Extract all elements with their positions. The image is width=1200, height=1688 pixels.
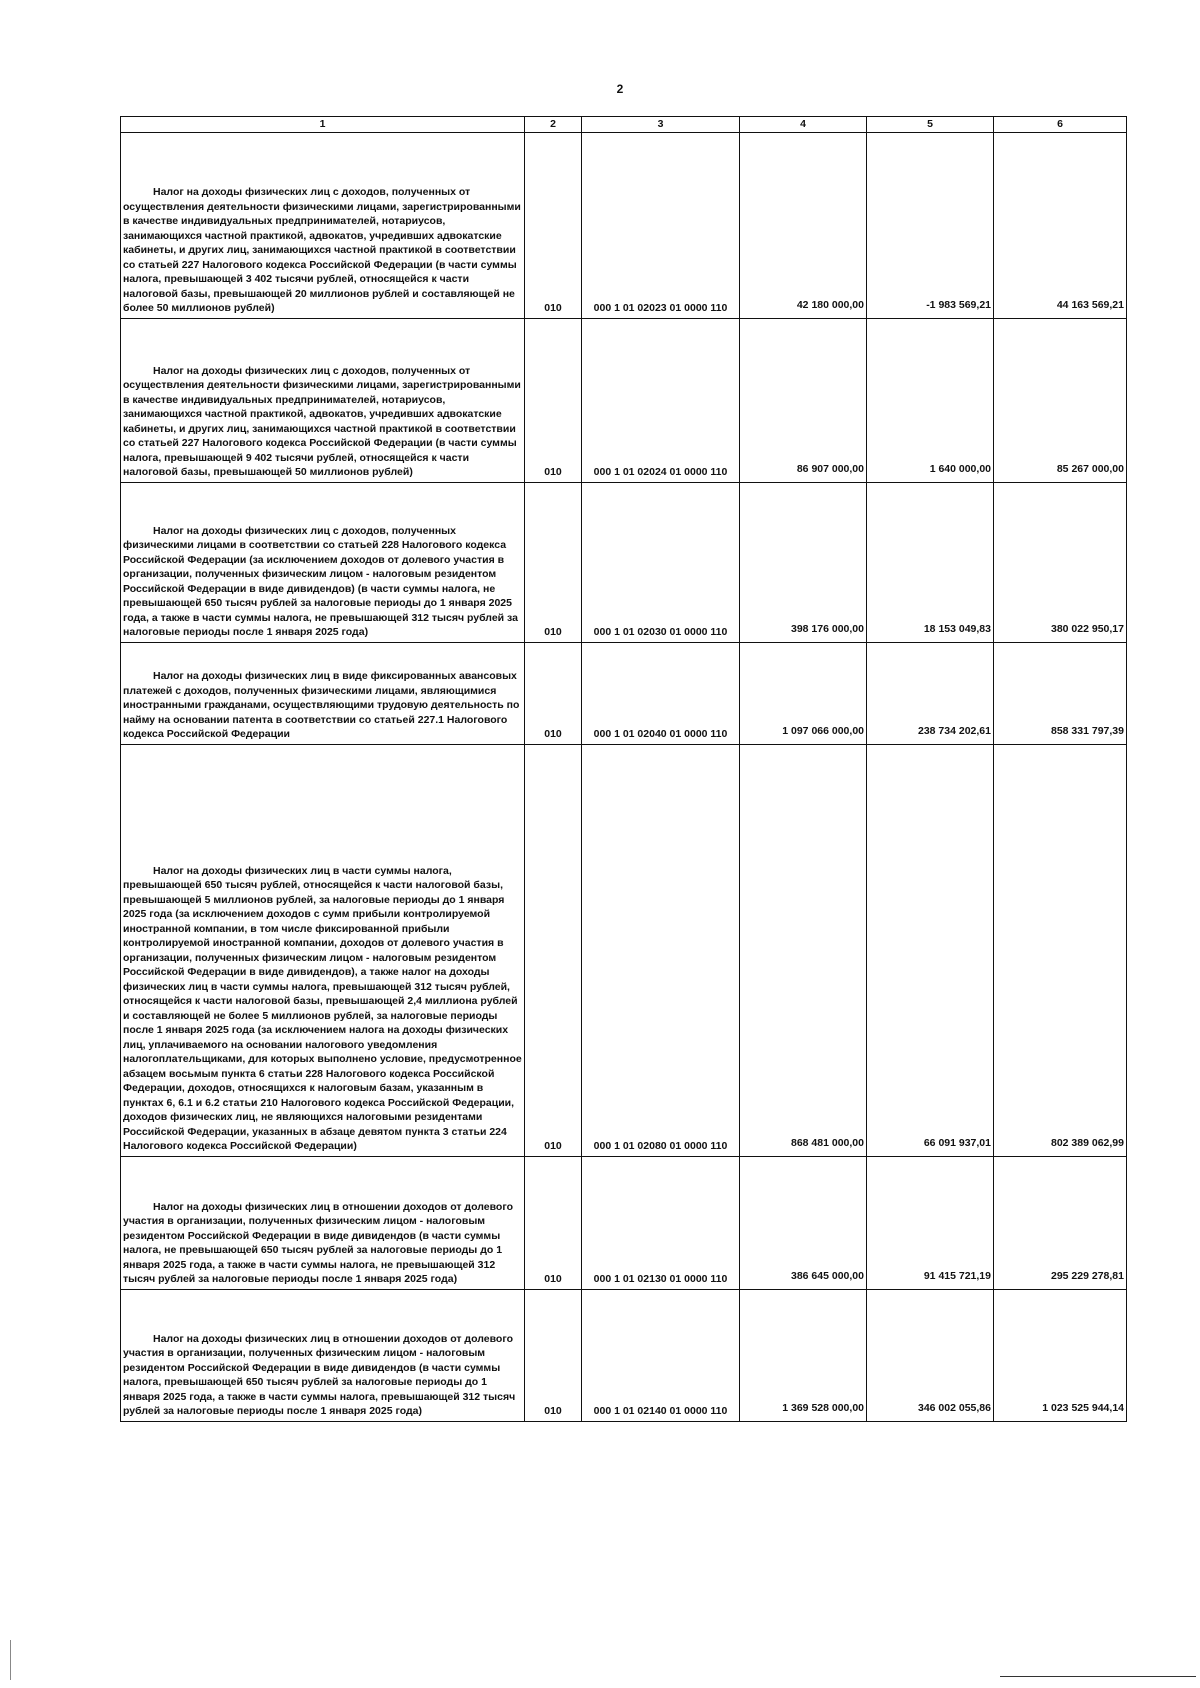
table-row [121,1156,1127,1289]
col4-cell [740,1289,867,1421]
col5-value: -1 983 569,21 [926,299,991,311]
line-code-cell: 010 [525,132,582,318]
header-cell-4: 4 [740,117,867,133]
row-name: Налог на доходы физических лиц с доходов, полученных от осуществления деятельности физическими лицами, зарегистрированными в качестве индивидуальных предпринимателей, нотариусов, занимающихся частной практикой, адвокатов, учредивших адвокатские кабинеты, и других лиц, занимающихся частной практикой в соответствии со статьей 227 Налогового кодекса Российской Федерации (в части суммы налога, превышающей 3 402 тысячи рублей, относящейся к части налоговой базы, превышающей 20 миллионов рублей и составляющей не более 50 миллионов рублей) [123,186,521,314]
row-name: Налог на доходы физических лиц в виде фиксированных авансовых платежей с доходов, полученных физическими лицами, являющимися иностранными гражданами, осуществляющими трудовую деятельность по найму на основании патента в соответствии со статьей 227.1 Налогового кодекса Российской Федерации [123,670,520,740]
header-cell-3: 3 [582,117,740,133]
row-name-cell [121,642,525,744]
row-name: Налог на доходы физических лиц в части суммы налога, превышающей 650 тысяч рублей, относящейся к части налоговой базы, превышающей 5 миллионов рублей, за налоговые периоды до 1 января 2025 года (за исключением доходов с сумм прибыли контролируемой иностранной компании, в том числе фиксированной прибыли контролируемой иностранной компании, доходов от долевого участия в организации, полученных физическим лицом - налоговым резидентом Российской Федерации в виде дивидендов), а также налог на доходы физических лиц в части суммы налога, превышающей 312 тысяч рублей, относящейся к части налоговой базы, превышающей 2,4 миллиона рублей и составляющей не более 5 миллионов рублей, за налоговые периоды после 1 января 2025 года (за исключением налога на доходы физических лиц, уплачиваемого на основании налогового уведомления налогоплательщиками, для которых выполнено условие, предусмотренное абзацем восьмым пункта 6 статьи 228 Налогового кодекса Российской Федерации, доходов, относящихся к налоговым базам, указанным в пунктах 6, 6.1 и 6.2 статьи 210 Налогового кодекса Российской Федерации, доходов физических лиц, не являющихся налоговыми резидентами Российской Федерации, указанных в абзаце девятом пункта 3 статьи 224 Налогового кодекса Российской Федерации) [123,864,522,1152]
col5-cell [867,482,994,642]
table-row [121,132,1127,318]
row-name: Налог на доходы физических лиц с доходов, полученных физическими лицами в соответствии со статьей 228 Налогового кодекса Российской Федерации (за исключением доходов от долевого участия в организации, полученных физическим лицом - налоговым резидентом Российской Федерации в виде дивидендов) (в части суммы налога, не превышающей 650 тысяч рублей за налоговые периоды до 1 января 2025 года, а также в части суммы налога, не превышающей 312 тысяч рублей за налоговые периоды после 1 января 2025 года) [123,524,518,638]
col4-value: 86 907 000,00 [796,463,864,475]
kbk-cell: 000 1 01 02140 01 0000 110 [582,1289,740,1421]
col6-value: 295 229 278,81 [1051,1270,1124,1282]
kbk-cell: 000 1 01 02080 01 0000 110 [582,744,740,1156]
col6-value: 858 331 797,39 [1051,725,1124,737]
kbk-cell: 000 1 01 02023 01 0000 110 [582,132,740,318]
col5-value: 346 002 055,86 [918,1402,991,1414]
line-code-cell: 010 [525,482,582,642]
line-code-cell: 010 [525,318,582,482]
header-cell-5: 5 [867,117,994,133]
col5-cell [867,642,994,744]
col6-cell [994,482,1127,642]
col6-value: 85 267 000,00 [1056,463,1124,475]
col6-value: 380 022 950,17 [1051,623,1124,635]
col6-value: 1 023 525 944,14 [1042,1402,1124,1414]
col6-cell [994,132,1127,318]
col6-cell [994,1156,1127,1289]
col4-value: 398 176 000,00 [791,623,864,635]
row-name-cell [121,482,525,642]
col5-cell [867,132,994,318]
col4-cell [740,318,867,482]
kbk-cell: 000 1 01 02024 01 0000 110 [582,318,740,482]
col4-cell [740,482,867,642]
row-name: Налог на доходы физических лиц с доходов, полученных от осуществления деятельности физическими лицами, зарегистрированными в качестве индивидуальных предпринимателей, нотариусов, занимающихся частной практикой, адвокатов, учредивших адвокатские кабинеты, и других лиц, занимающихся частной практикой в соответствии со статьей 227 Налогового кодекса Российской Федерации (в части суммы налога, превышающей 9 402 тысячи рублей, относящейся к части налоговой базы, превышающей 50 миллионов рублей) [123,364,521,478]
col5-cell [867,1289,994,1421]
col5-cell [867,744,994,1156]
table-row [121,1289,1127,1421]
col4-value: 1 097 066 000,00 [782,725,864,737]
kbk-cell: 000 1 01 02030 01 0000 110 [582,482,740,642]
scan-line-bottom-right [1000,1676,1196,1677]
col5-cell [867,318,994,482]
row-name: Налог на доходы физических лиц в отношении доходов от долевого участия в организации, полученных физическим лицом - налоговым резидентом Российской Федерации в виде дивидендов (в части суммы налога, превышающей 650 тысяч рублей за налоговые периоды до 1 января 2025 года, а также в части суммы налога, превышающей 312 тысяч рублей за налоговые периоды после 1 января 2025 года) [123,1332,516,1417]
line-code-cell: 010 [525,642,582,744]
row-name: Налог на доходы физических лиц в отношении доходов от долевого участия в организации, полученных физическим лицом - налоговым резидентом Российской Федерации в виде дивидендов (в части суммы налога, не превышающей 650 тысяч рублей за налоговые периоды до 1 января 2025 года, а также в части суммы налога, не превышающей 312 тысяч рублей за налоговые периоды после 1 января 2025 года) [123,1200,513,1285]
line-code-cell: 010 [525,1156,582,1289]
col6-cell [994,1289,1127,1421]
row-name-cell [121,132,525,318]
line-code-cell: 010 [525,1289,582,1421]
col4-cell [740,132,867,318]
scan-tick-left [10,1640,11,1680]
row-name-cell [121,1289,525,1421]
col4-value: 1 369 528 000,00 [782,1402,864,1414]
row-name-cell [121,744,525,1156]
kbk-cell: 000 1 01 02130 01 0000 110 [582,1156,740,1289]
row-name-cell [121,318,525,482]
col6-cell [994,744,1127,1156]
page-number: 2 [616,82,624,96]
table-row [121,482,1127,642]
col4-cell [740,642,867,744]
table-row [121,318,1127,482]
kbk-cell: 000 1 01 02040 01 0000 110 [582,642,740,744]
col5-cell [867,1156,994,1289]
col6-cell [994,318,1127,482]
col5-value: 238 734 202,61 [918,725,991,737]
col5-value: 91 415 721,19 [923,1270,991,1282]
col6-value: 44 163 569,21 [1056,299,1124,311]
col5-value: 18 153 049,83 [923,623,991,635]
col6-value: 802 389 062,99 [1051,1137,1124,1149]
header-cell-2: 2 [525,117,582,133]
col5-value: 66 091 937,01 [923,1137,991,1149]
col5-value: 1 640 000,00 [929,463,991,475]
revenue-table [120,116,1127,1422]
col4-value: 868 481 000,00 [791,1137,864,1149]
col4-value: 42 180 000,00 [796,299,864,311]
col4-cell [740,744,867,1156]
col4-cell [740,1156,867,1289]
col6-cell [994,642,1127,744]
header-cell-6: 6 [994,117,1127,133]
table-row [121,642,1127,744]
header-cell-1: 1 [121,117,525,133]
table-row [121,744,1127,1156]
col4-value: 386 645 000,00 [791,1270,864,1282]
line-code-cell: 010 [525,744,582,1156]
header-row [121,117,1127,133]
row-name-cell [121,1156,525,1289]
